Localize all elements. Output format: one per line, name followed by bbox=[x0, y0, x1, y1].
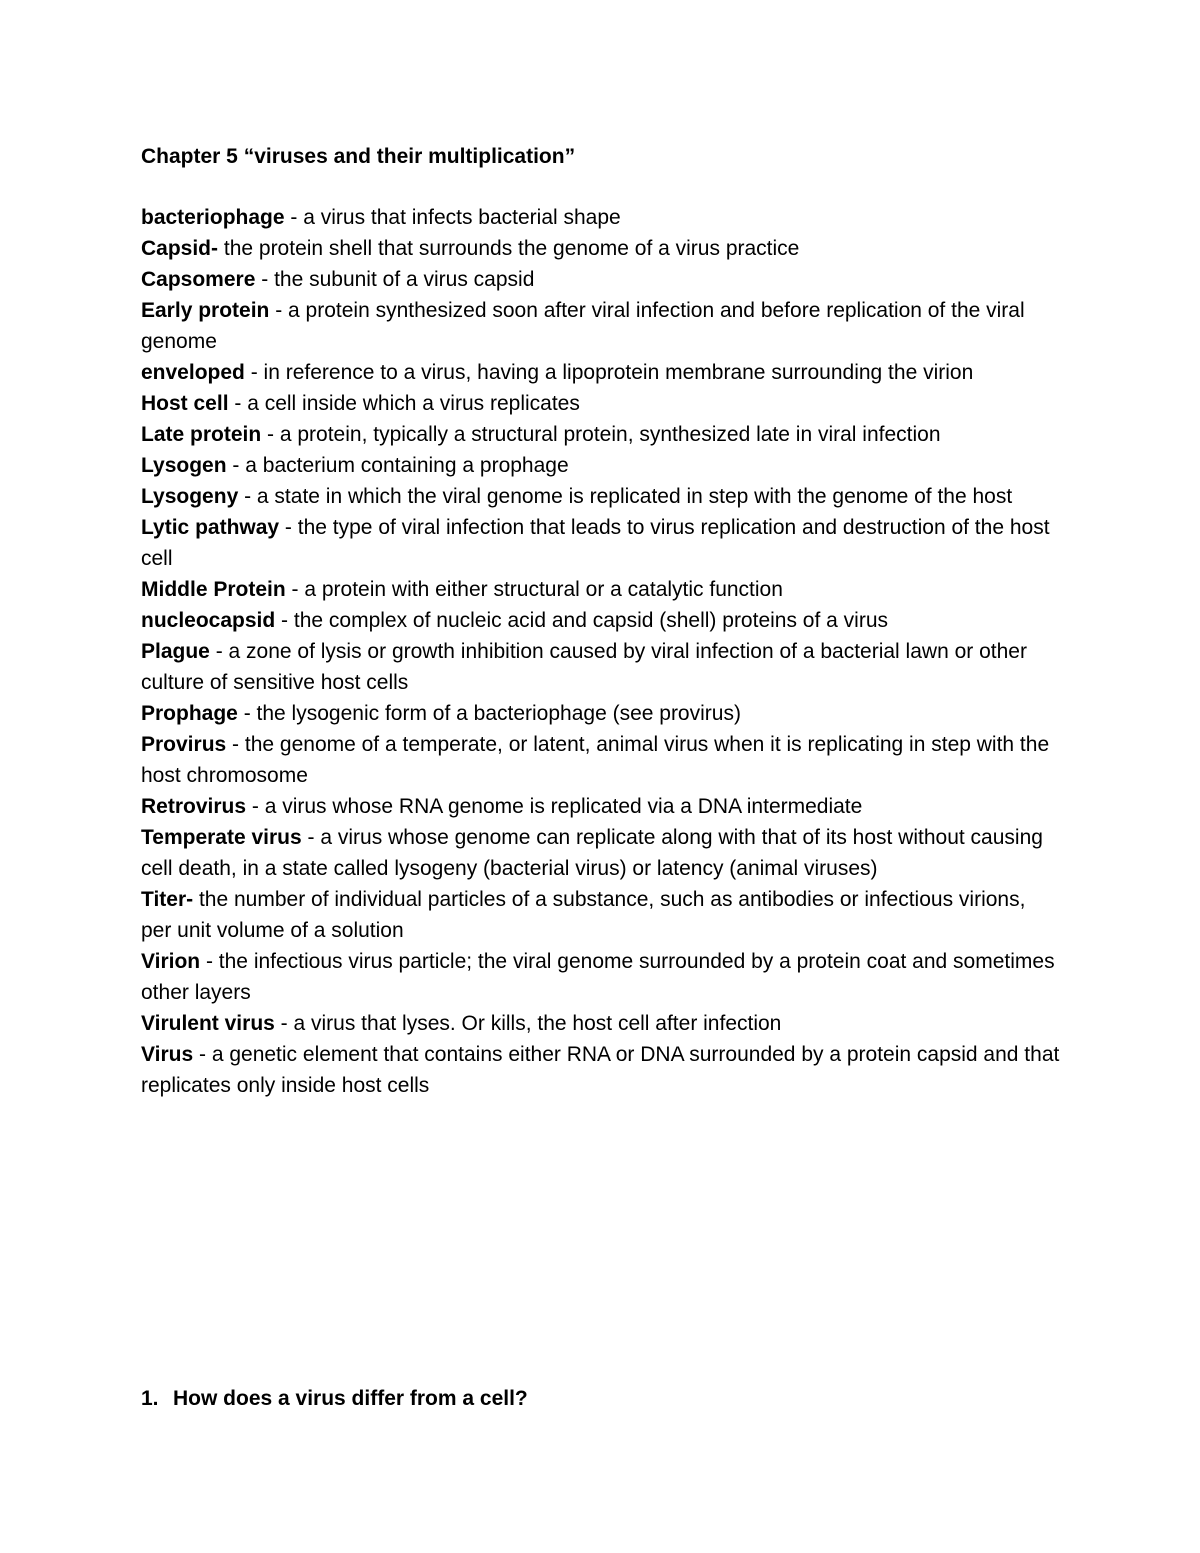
glossary-entry bbox=[141, 791, 1061, 822]
glossary-definition: the complex of nucleic acid and capsid (shell) proteins of a virus bbox=[293, 609, 889, 632]
glossary-entry bbox=[141, 450, 1061, 481]
glossary-entry bbox=[141, 512, 1061, 574]
glossary-definition: the protein shell that surrounds the genome of a virus practice bbox=[223, 237, 800, 260]
glossary-entry bbox=[141, 481, 1061, 512]
glossary-entry bbox=[141, 605, 1061, 636]
glossary-term: bacteriophage bbox=[141, 206, 285, 229]
glossary-separator: - bbox=[269, 299, 289, 322]
glossary-separator: - bbox=[228, 392, 248, 415]
glossary-definition: a state in which the viral genome is replicated in step with the genome of the host bbox=[256, 485, 1013, 508]
glossary-term: Host cell bbox=[141, 392, 229, 415]
glossary-term: nucleocapsid bbox=[141, 609, 276, 632]
glossary-definition: a virus that lyses. Or kills, the host cell after infection bbox=[293, 1012, 782, 1035]
glossary-entry bbox=[141, 822, 1061, 884]
glossary-separator: - bbox=[261, 423, 280, 446]
glossary-entry bbox=[141, 698, 1061, 729]
glossary-term: Provirus bbox=[141, 733, 227, 756]
glossary-separator: - bbox=[255, 268, 275, 291]
glossary-term: Early protein bbox=[141, 299, 270, 322]
glossary-definition: a virus that infects bacterial shape bbox=[303, 206, 621, 229]
glossary-definition: in reference to a virus, having a lipoprotein membrane surrounding the virion bbox=[263, 361, 974, 384]
glossary-definition: a protein, typically a structural protein, synthesized late in viral infection bbox=[279, 423, 941, 446]
glossary-separator: - bbox=[285, 578, 305, 601]
glossary-definition: the infectious virus particle; the viral genome surrounded by a protein coat and sometimes other layers bbox=[141, 950, 1055, 1004]
glossary-term: Titer- bbox=[141, 888, 194, 911]
glossary-entry bbox=[141, 357, 1061, 388]
glossary-separator: - bbox=[226, 733, 245, 756]
glossary-separator: - bbox=[274, 1012, 294, 1035]
glossary-definition: the genome of a temperate, or latent, animal virus when it is replicating in step with the host chromosome bbox=[141, 733, 1050, 787]
glossary-entry bbox=[141, 946, 1061, 1008]
glossary-term: Lytic pathway bbox=[141, 516, 280, 539]
glossary-definition: a protein synthesized soon after viral infection and before replication of the viral genome bbox=[141, 299, 1025, 353]
glossary-entry bbox=[141, 419, 1061, 450]
glossary-entry bbox=[141, 729, 1061, 791]
glossary-definition: the type of viral infection that leads to virus replication and destruction of the host cell bbox=[141, 516, 1050, 570]
glossary-separator: - bbox=[238, 485, 257, 508]
glossary-term: Late protein bbox=[141, 423, 262, 446]
glossary-entry bbox=[141, 884, 1061, 946]
glossary-term: Lysogeny bbox=[141, 485, 239, 508]
glossary-separator: - bbox=[246, 795, 265, 818]
glossary-definition: a cell inside which a virus replicates bbox=[247, 392, 580, 415]
glossary-separator: - bbox=[200, 950, 219, 973]
glossary-definition: a genetic element that contains either RNA or DNA surrounded by a protein capsid and that replicates only inside host cells bbox=[141, 1043, 1060, 1097]
glossary-definition: a zone of lysis or growth inhibition caused by viral infection of a bacterial lawn or other culture of sensitive host cells bbox=[141, 640, 1027, 694]
glossary-definition: a virus whose genome can replicate along with that of its host without causing cell death, in a state called lysogeny (bacterial virus) or latency (animal viruses) bbox=[141, 826, 1043, 880]
glossary-definition: a bacterium containing a prophage bbox=[245, 454, 569, 477]
glossary-term: Virus bbox=[141, 1043, 194, 1066]
question-number: 1. bbox=[141, 1387, 159, 1410]
glossary-term: Plague bbox=[141, 640, 210, 663]
glossary-entry bbox=[141, 202, 1061, 233]
glossary-separator: - bbox=[226, 454, 246, 477]
glossary-entry bbox=[141, 233, 1061, 264]
glossary-separator: - bbox=[193, 1043, 212, 1066]
glossary-term: Retrovirus bbox=[141, 795, 247, 818]
glossary-definition: the subunit of a virus capsid bbox=[274, 268, 535, 291]
glossary-entry bbox=[141, 1008, 1061, 1039]
glossary-entry bbox=[141, 388, 1061, 419]
glossary-separator: - bbox=[284, 206, 304, 229]
glossary-entry bbox=[141, 295, 1061, 357]
glossary-separator: - bbox=[209, 640, 229, 663]
glossary-definition: the number of individual particles of a substance, such as antibodies or infectious virions, per unit volume of a solution bbox=[141, 888, 1026, 942]
glossary-separator: - bbox=[275, 609, 294, 632]
glossary-definition: the lysogenic form of a bacteriophage (see provirus) bbox=[256, 702, 741, 725]
glossary-term: Virulent virus bbox=[141, 1012, 275, 1035]
glossary-definition: a protein with either structural or a catalytic function bbox=[304, 578, 783, 601]
glossary-term: Prophage bbox=[141, 702, 238, 725]
question-text: How does a virus differ from a cell? bbox=[173, 1387, 528, 1410]
glossary-entry bbox=[141, 1039, 1061, 1101]
glossary-term: Temperate virus bbox=[141, 826, 302, 849]
chapter-title: Chapter 5 “viruses and their multiplication” bbox=[141, 145, 576, 168]
glossary-definition: a virus whose RNA genome is replicated via a DNA intermediate bbox=[264, 795, 863, 818]
glossary-term: enveloped bbox=[141, 361, 245, 384]
glossary-separator: - bbox=[301, 826, 321, 849]
question-1 bbox=[141, 1383, 528, 1414]
glossary-term: Capsomere bbox=[141, 268, 256, 291]
glossary-separator: - bbox=[244, 361, 264, 384]
glossary-entry bbox=[141, 636, 1061, 698]
glossary-list bbox=[141, 202, 1061, 1101]
glossary-term: Lysogen bbox=[141, 454, 227, 477]
glossary-term: Middle Protein bbox=[141, 578, 286, 601]
glossary-term: Capsid- bbox=[141, 237, 219, 260]
glossary-separator: - bbox=[279, 516, 298, 539]
glossary-entry bbox=[141, 574, 1061, 605]
glossary-term: Virion bbox=[141, 950, 201, 973]
glossary-separator: - bbox=[237, 702, 257, 725]
glossary-entry bbox=[141, 264, 1061, 295]
